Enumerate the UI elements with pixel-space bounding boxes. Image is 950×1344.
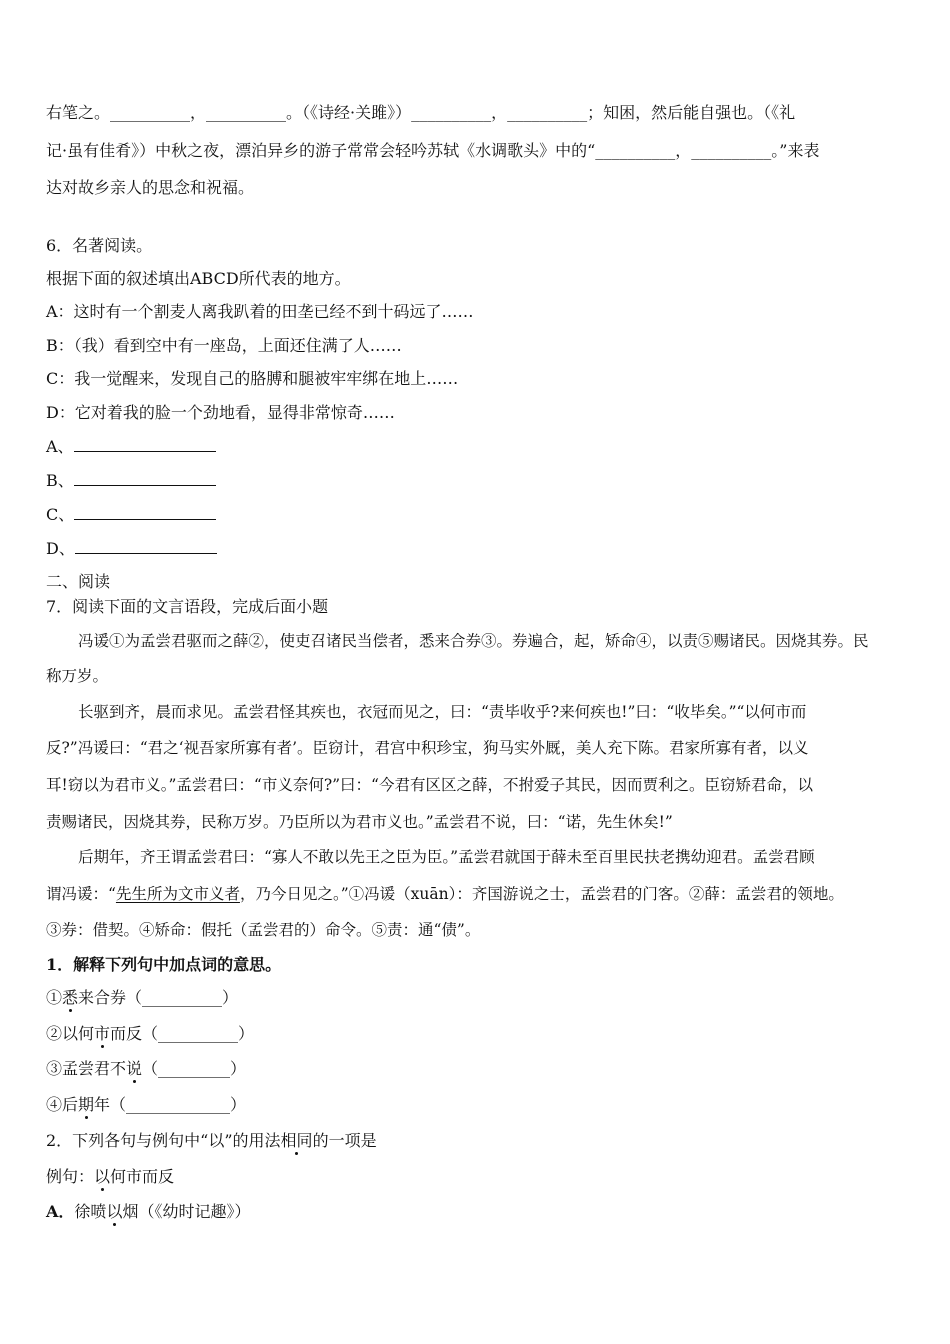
dotted-word: 以 bbox=[94, 1167, 111, 1186]
answer-blank[interactable] bbox=[74, 437, 216, 452]
q6-title: 6．名著阅读。 bbox=[46, 236, 153, 255]
answer-blank[interactable] bbox=[74, 471, 216, 486]
passage-p1-line-1: 冯谖①为孟尝君驱而之薛②，使吏召诸民当偿者，悉来合券③。券遍合，起，矫命④，以责⑤赐诸民。因烧其券。民 bbox=[78, 632, 869, 650]
dotted-word: 悉 bbox=[62, 988, 79, 1007]
dotted-word: 期 bbox=[78, 1095, 95, 1114]
passage-p1-line-2: 称万岁。 bbox=[46, 667, 109, 685]
passage-p3-line-1: 后期年，齐王谓孟尝君曰：“寡人不敢以先王之臣为臣。”孟尝君就国于薛未至百里民扶老携幼迎君。孟尝君顾 bbox=[78, 848, 815, 866]
passage-p2-line-2: 反?”冯谖曰：“君之‘视吾家所寡有者’。臣窃计，君宫中积珍宝，狗马实外厩，美人充下陈。君家所寡有者，以义 bbox=[46, 739, 809, 757]
q6-answer-a[interactable] bbox=[46, 437, 216, 457]
passage-p2-line-1: 长驱到齐，晨而求见。孟尝君怪其疾也，衣冠而见之，曰：“责毕收乎?来何疾也!”曰：“收毕矣。”“以何市而 bbox=[78, 703, 807, 721]
passage-p2-line-4: 责赐诸民，因烧其券，民称万岁。乃臣所以为君市义也。”孟尝君不说，曰：“诺，先生休矣!” bbox=[46, 813, 673, 831]
underlined-phrase: 先生所为文市义者 bbox=[115, 885, 240, 903]
answer-blank[interactable] bbox=[75, 539, 217, 554]
section-2-title: 二、阅读 bbox=[46, 572, 111, 591]
subq1-item-3[interactable]: ③孟尝君不说（_________） bbox=[46, 1059, 247, 1078]
subq2-example: 例句：以何市而反 bbox=[46, 1167, 175, 1186]
dotted-word: 市 bbox=[94, 1024, 111, 1043]
subq1-item-2[interactable]: ②以何市而反（__________） bbox=[46, 1024, 255, 1043]
subq2-option-a[interactable]: A．徐喷以烟（《幼时记趣》） bbox=[46, 1202, 251, 1221]
subq1-item-4[interactable]: ④后期年（_____________） bbox=[46, 1095, 247, 1114]
q6-item-c: C：我一觉醒来，发现自己的胳膊和腿被牢牢绑在地上…… bbox=[46, 369, 459, 388]
q6-answer-c[interactable] bbox=[46, 505, 216, 525]
passage-p2-line-3: 耳!窃以为君市义。”孟尝君曰：“市义奈何?”曰：“今君有区区之薛，不拊爱子其民，因而贾利之。臣窃矫君命，以 bbox=[46, 776, 813, 794]
answer-label: D、 bbox=[46, 539, 75, 558]
answer-label: C、 bbox=[46, 505, 75, 524]
passage-text: 谓冯谖：“ bbox=[46, 885, 116, 903]
q6-instruction: 根据下面的叙述填出ABCD所代表的地方。 bbox=[46, 269, 351, 288]
dotted-word: 说 bbox=[126, 1059, 143, 1078]
dotted-word: 以 bbox=[106, 1202, 123, 1221]
subq1-item-1[interactable]: ①悉来合券（__________） bbox=[46, 988, 239, 1007]
subq2-title: 2．下列各句与例句中“以”的用法相同的一项是 bbox=[46, 1131, 377, 1150]
passage-notes-line: ③券：借契。④矫命：假托（孟尝君的）命令。⑤责：通“债”。 bbox=[46, 921, 481, 939]
q6-item-b: B：（我）看到空中有一座岛，上面还住满了人…… bbox=[46, 336, 402, 355]
answer-label: A、 bbox=[46, 437, 74, 456]
fill-blank-line-2: 记·虽有佳肴》）中秋之夜，漂泊异乡的游子常常会轻吟苏轼《水调歌头》中的“__________，__________。”来表 bbox=[46, 141, 820, 160]
q6-answer-b[interactable] bbox=[46, 471, 216, 491]
passage-p3-line-2 bbox=[46, 884, 844, 904]
q6-answer-d[interactable] bbox=[46, 539, 217, 559]
answer-label: B、 bbox=[46, 471, 74, 490]
fill-blank-line-3: 达对故乡亲人的思念和祝福。 bbox=[46, 178, 255, 197]
dotted-word: 相同 bbox=[280, 1131, 313, 1150]
passage-text: ，乃今日见之。”①冯谖（xuān）：齐国游说之士，孟尝君的门客。②薛：孟尝君的领地。 bbox=[239, 885, 844, 903]
q7-title: 7．阅读下面的文言语段，完成后面小题 bbox=[46, 597, 329, 616]
fill-blank-line-1: 右笔之。__________，__________。（《诗经·关雎》）__________，__________；知困，然后能自强也。（《礼 bbox=[46, 103, 796, 122]
answer-blank[interactable] bbox=[74, 505, 216, 520]
subq1-title: 1．解释下列句中加点词的意思。 bbox=[46, 955, 282, 974]
q6-item-a: A：这时有一个割麦人离我趴着的田垄已经不到十码远了…… bbox=[46, 302, 474, 321]
q6-item-d: D：它对着我的脸一个劲地看，显得非常惊奇…… bbox=[46, 403, 395, 422]
